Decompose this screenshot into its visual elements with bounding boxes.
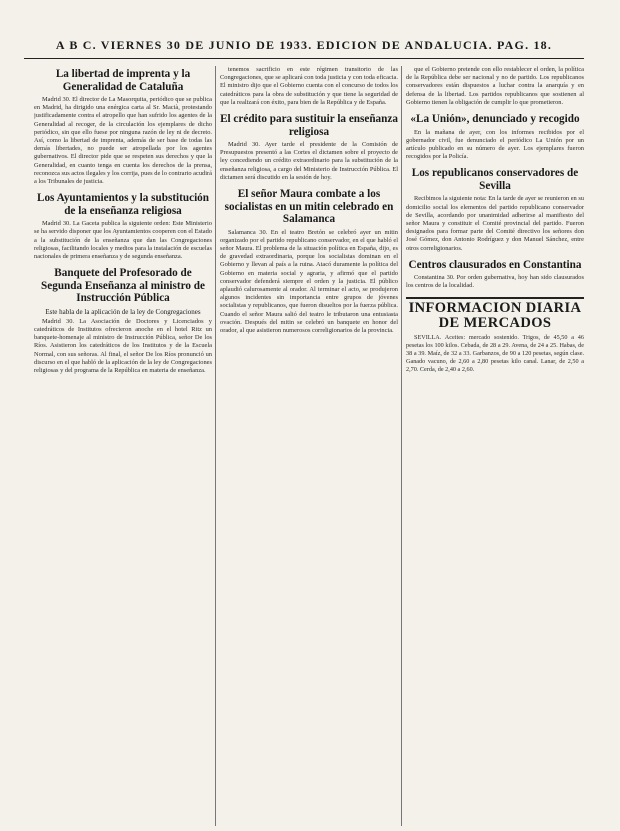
article-body: Salamanca 30. En el teatro Bretón se celebró ayer un mitin organizado por el partido republicano conservador, en el que habló el señor Maura. El problema de la situación política en España, dijo, es de gravedad extraordinaria, porque los socialistas dominan en el Gobierno y llevan al país a la ruina. Atacó duramente la política del Gobierno en materia social y agraria, y afirmó que el partido conservador defenderá siempre el orden y la justicia. El público aplaudió calurosamente al orador. Al terminar el acto, se produjeron algunos incidentes sin importancia entre grupos de jóvenes socialistas y republicanos, que fueron disueltos por la fuerza pública. Cuando el señor Maura salió del teatro le tributaron una entusiasta ovación. Después del mitin se celebró un banquete en honor del orador, al que asistieron numerosos correligionarios de la provincia. bbox=[220, 228, 398, 334]
article-title: Centros clausurados en Constantina bbox=[408, 258, 582, 271]
article bbox=[406, 167, 584, 252]
article-title: El crédito para sustituir la enseñanza religiosa bbox=[220, 113, 398, 138]
article-title: Los Ayuntamientos y la substitución de la enseñanza religiosa bbox=[37, 192, 209, 217]
article bbox=[220, 113, 398, 182]
article-body: Recibimos la siguiente nota: En la tarde de ayer se reunieron en su domicilio social los elementos del partido republicano conservador de Sevilla, acordando por unanimidad adherirse al manifiesto del señor Maura y constituir el Comité provincial del partido. Fueron designados para formar parte del Comité directivo los señores don José Gómez, don Antonio Rodríguez y don Manuel Sánchez, entre otros correligionarios. bbox=[406, 195, 584, 252]
article-body: Madrid 30. La Asociación de Doctores y Licenciados y catedráticos de Institutos ofrecieron anoche en el hotel Ritz un banquete-homenaje al ministro de Instrucción Pública, señor De los Ríos. Asistieron los catedráticos de los Institutos y de la Escuela Normal, con sus señoras. Al final, el señor De los Ríos pronunció un discurso en el que habló de la aplicación de la ley de Congregaciones religiosas y del programa de la República en materia de enseñanza. bbox=[34, 317, 212, 374]
article-title: La libertad de imprenta y la Generalidad de Cataluña bbox=[55, 68, 191, 93]
article-title: «La Unión», denunciado y recogido bbox=[410, 113, 580, 126]
article-body: Constantina 30. Por orden gubernativa, hoy han sido clausurados los centros de la localidad. bbox=[406, 274, 584, 290]
article bbox=[34, 68, 212, 186]
article-body: En la mañana de ayer, con los informes recibidos por el gobernador civil, fue denunciado el periódico La Unión por un artículo publicado en su número de ayer. Los ejemplares fueron recogidos por la Policía. bbox=[406, 128, 584, 161]
article-title: Los republicanos conservadores de Sevilla bbox=[411, 167, 579, 192]
article bbox=[406, 66, 584, 107]
article bbox=[220, 188, 398, 335]
article-subtitle: Este habla de la aplicación de la ley de Congregaciones bbox=[45, 307, 201, 316]
markets-body: SEVILLA. Aceites: mercado sostenido. Trigos, de 45,50 a 46 pesetas los 100 kilos. Cebada, de 28 a 29. Avena, de 24 a 25. Habas, de 38 a 39. Maíz, de 32 a 33. Garbanzos, de 90 a 120 pesetas, según clase. Ganado vacuno, de 2,60 a 2,80 pesetas kilo canal. Lanar, de 2,50 a 2,70. Cerda, de 2,40 a 2,60. bbox=[406, 333, 584, 373]
article-body: Madrid 30. La Gaceta publica la siguiente orden: Este Ministerio se ha servido disponer que los Ayuntamientos cooperen con el Estado a la substitución de la enseñanza que dan las Congregaciones religiosas, facilitando locales y medios para la instalación de escuelas nacionales de primera enseñanza y de segunda enseñanza. bbox=[34, 220, 212, 261]
markets-section bbox=[406, 297, 584, 374]
column-center bbox=[220, 66, 398, 826]
page-header: A B C. VIERNES 30 DE JUNIO DE 1933. EDICION DE ANDALUCIA. PAG. 18. bbox=[24, 38, 584, 59]
column-rule bbox=[215, 66, 216, 826]
column-right bbox=[406, 66, 584, 826]
article bbox=[34, 267, 212, 375]
article-body: que el Gobierno pretende con ello restablecer el orden, la política de la República debe ser nacional y no de partido. Los republicanos conservadores están dispuestos a luchar contra la anarquía y en defensa de la libertad. Los partidos republicanos que sostienen al Gobierno tienen la obligación de cumplir lo que prometieron. bbox=[406, 66, 584, 106]
article bbox=[34, 192, 212, 261]
article bbox=[406, 259, 584, 291]
column-left bbox=[34, 66, 212, 826]
markets-title: INFORMACION DIARIA DE MERCADOS bbox=[406, 297, 584, 331]
article bbox=[220, 66, 398, 107]
column-rule bbox=[401, 66, 402, 826]
article bbox=[406, 113, 584, 161]
article-body: tenemos sacrificio en este régimen transitorio de las Congregaciones, que se aplicará con toda justicia y con toda eficacia. El ministro dijo que el Gobierno cuenta con el concurso de todos los catedráticos para la obra de substitución y que tiene la seguridad de que la realizará con éxito, para bien de la República y de España. bbox=[220, 66, 398, 106]
article-body: Madrid 30. El director de La Masorquita, periódico que se publica en Madrid, ha dirigido una enérgica carta al Sr. Macià, protestando justificadamente contra el atropello que han sufrido los agentes de la Generalidad al recoger, de la circulación los ejemplares de dicho periódico, sin que ello fuese por ninguna razón de ley ni de decreto. Así, como la libertad de imprenta, además de ser base de todas las demás libertades, no puede ser atropellada por los agentes gubernativos. El director pide que se respeten sus derechos y que la Generalidad, en cuanto tenga en cuenta los derechos de la prensa, reconozca sus actos ilegales y los corrija, pues de lo contrario acudirá a los Tribunales de justicia. bbox=[34, 96, 212, 186]
article-title: El señor Maura combate a los socialistas en un mitin celebrado en Salamanca bbox=[224, 188, 394, 226]
article-title: Banquete del Profesorado de Segunda Enseñanza al ministro de Instrucción Pública bbox=[41, 267, 205, 305]
article-body: Madrid 30. Ayer tarde el presidente de la Comisión de Presupuestos presentó a las Cortes el dictamen sobre el proyecto de ley concediendo un crédito extraordinario para la substitución de la enseñanza religiosa, a cargo del Ministerio de Instrucción Pública. El dictamen será discutido en la sesión de hoy. bbox=[220, 141, 398, 181]
